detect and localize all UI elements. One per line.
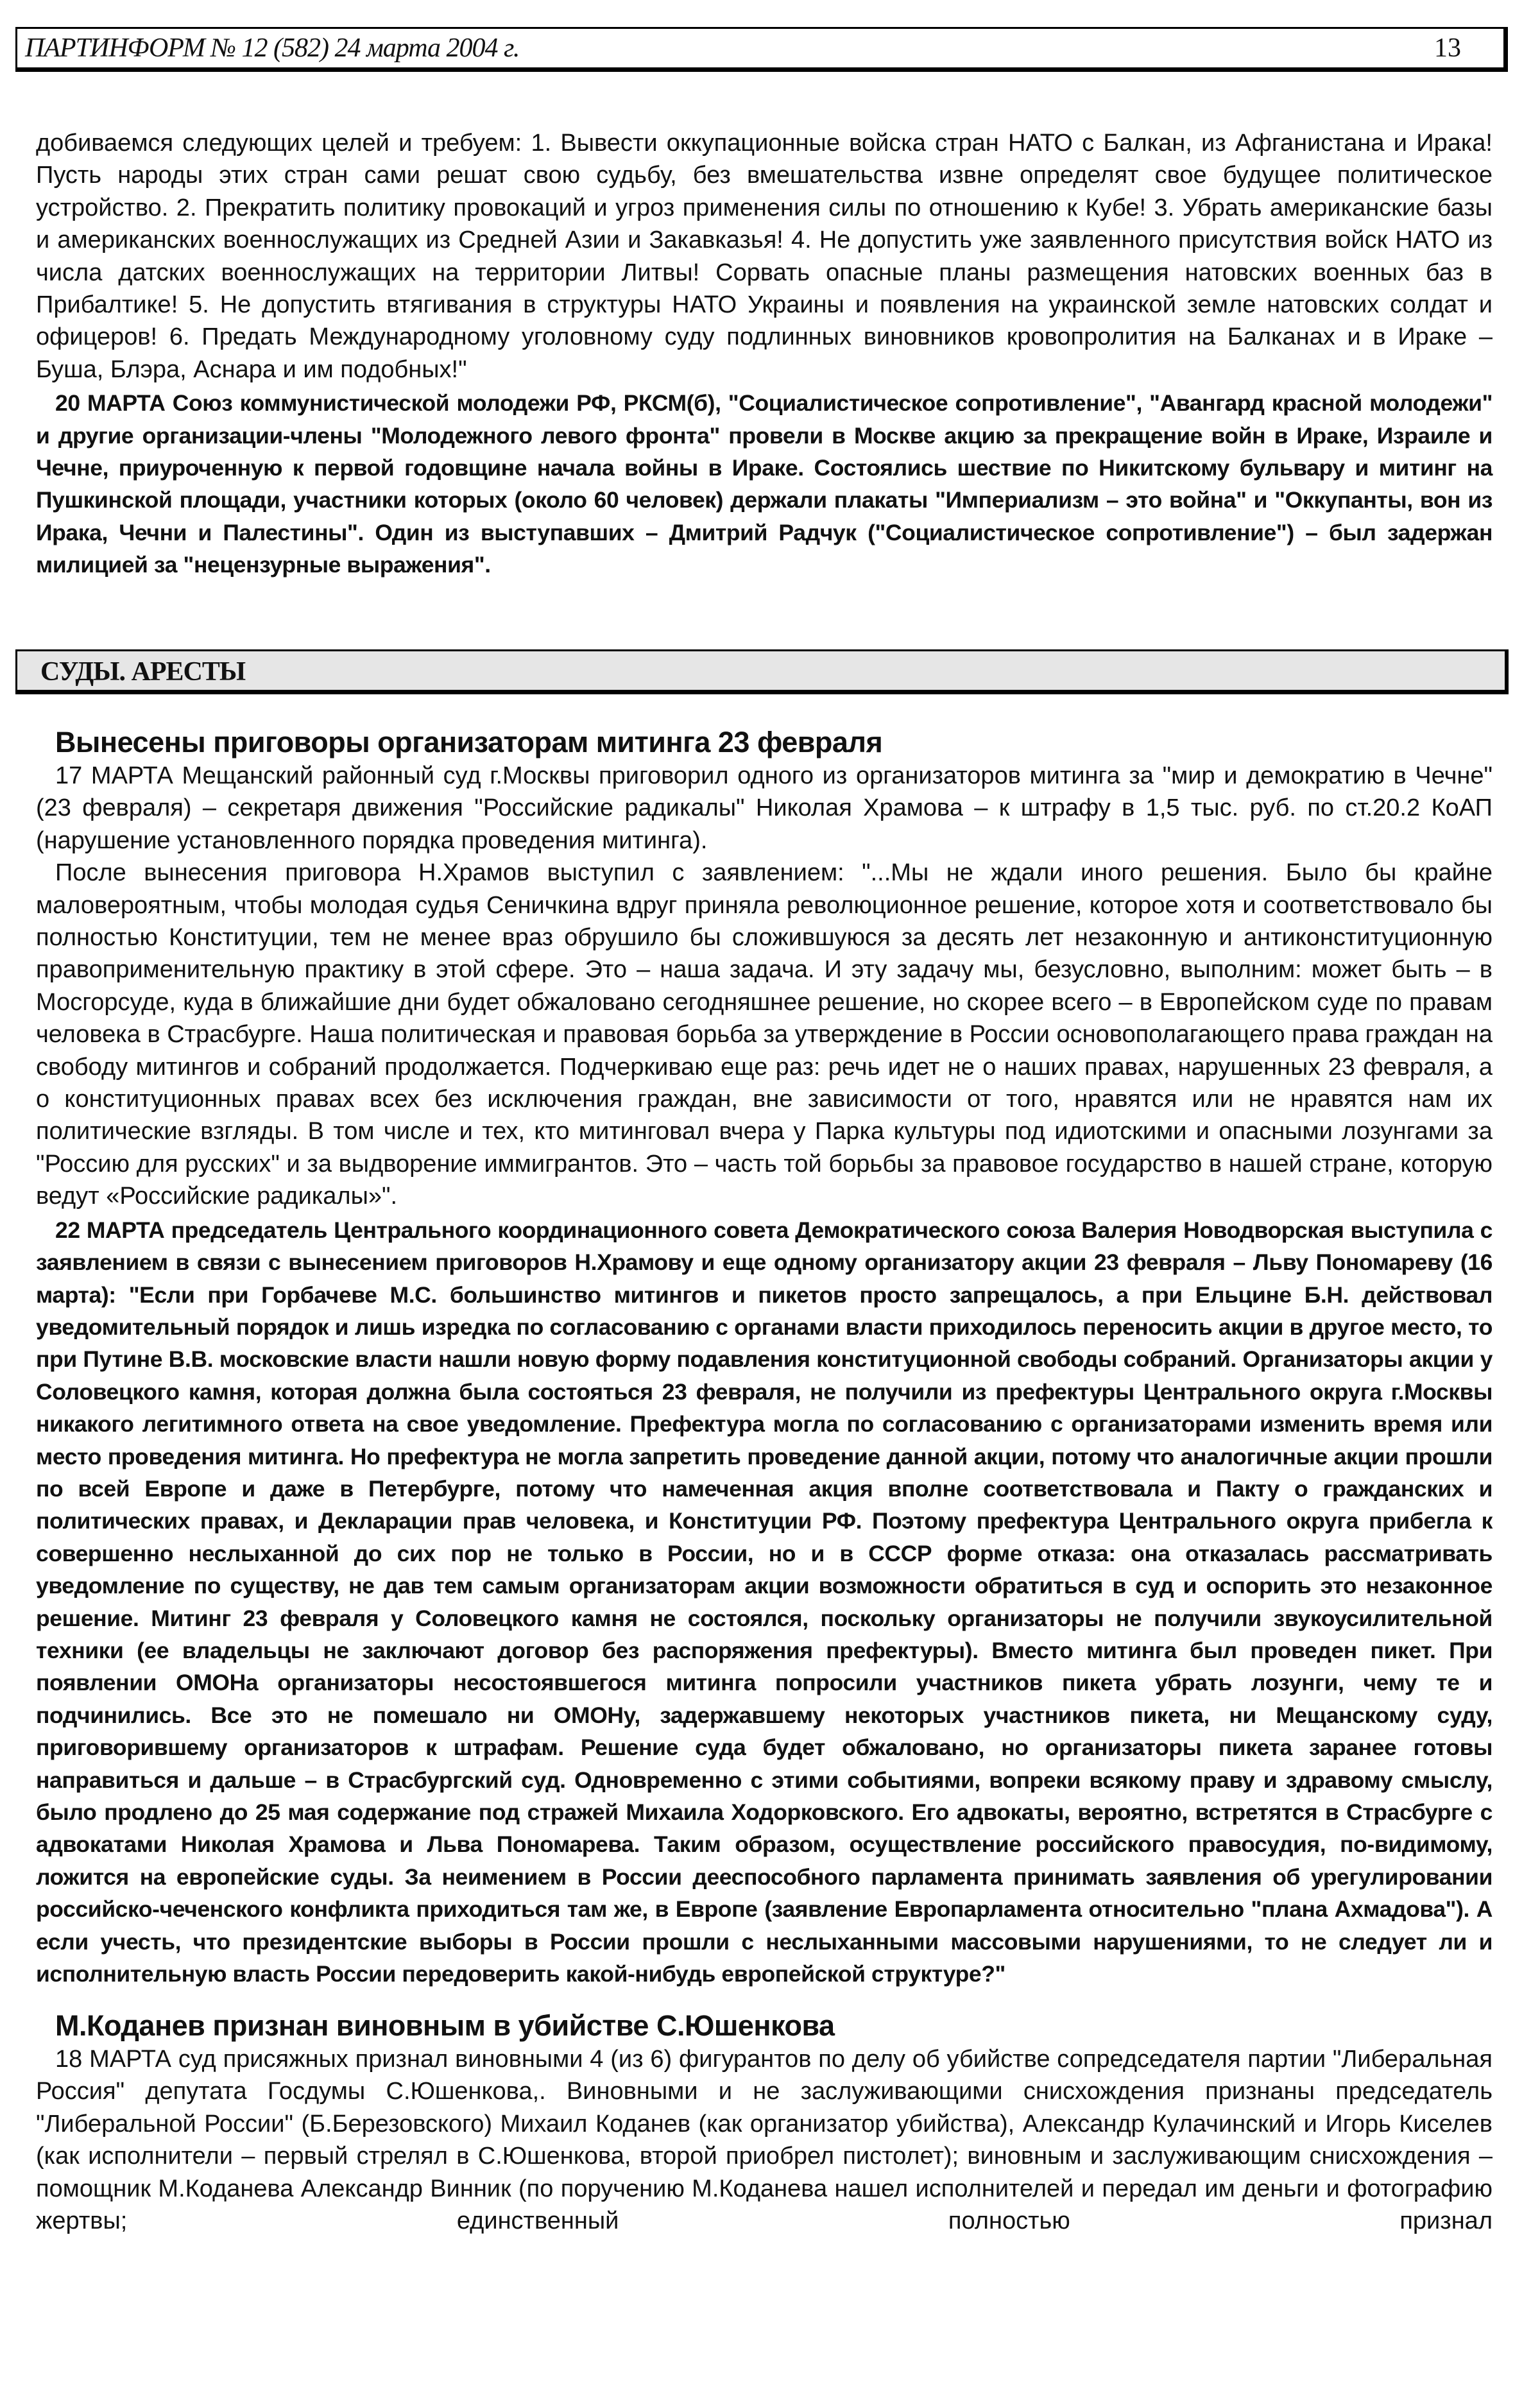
news-item-march-22: 22 МАРТА председатель Центрального координационного совета Демократического союза Валерия Новодворская выступила с заявлением в связи с вынесением приговоров Н.Храмову и еще одному организатору акции 23 февраля – Льву Пономареву (16 марта): "Если при Горбачеве М.С. большинство митингов и пикетов просто запрещалось, а при Ельцине Б.Н. действовал уведомительный порядок и лишь изредка по согласованию с органами власти приходилось переносить акции в другое место, то при Путине В.В. московские власти нашли новую форму подавления конституционной свободы собраний. Организаторы акции у Соловецкого камня, которая должна была состояться 23 февраля, не получили из префектуры Центрального округа г.Москвы никакого легитимного ответа на свое уведомление. Префектура могла по согласованию с организаторами изменить время или место проведения митинга. Но префектура не могла запретить проведение данной акции, потому что аналогичные акции прошли по всей Европе и даже в Петербурге, потому что намеченная акция вполне соответствовала и Пакту о гражданских и политических правах, и Декларации прав человека, и Конституции РФ. Поэтому префектура Центрального округа прибегла к совершенно неслыханной до сих пор не только в России, но и в СССР форме отказа: она отказалась рассматривать уведомление по существу, не дав тем самым организаторам акции возможности обратиться в суд и оспорить это незаконное решение. Митинг 23 февраля у Соловецкого камня не состоялся, поскольку организаторы не получили звукоусилительной техники (ее владельцы не заключают договор без распоряжения префектуры). Вместо митинга был проведен пикет. При появлении ОМОНа организаторы несостоявшегося митинга попросили участников пикета убрать лозунги, чему те и подчинились. Все это не помешало ни ОМОНу, задержавшему некоторых участников пикета, ни Мещанскому суду, приговорившему организаторов к штрафам. Решение суда будет обжаловано, но организаторы пикета заранее готовы направиться и дальше – в Страсбургский суд. Одновременно с этими событиями, вопреки всякому праву и здравому смыслу, было продлено до 25 мая содержание под стражей Михаила Ходорковского. Его адвокаты, вероятно, встретятся в Страсбурге с адвокатами Николая Храмова и Льва Пономарева. Таким образом, осуществление российского правосудия, по-видимому, ложится на европейские суды. За неимением в России дееспособного парламента принимать заявления об урегулировании российско-чеченского конфликта приходиться там же, в Европе (заявление Европарламента относительно "плана Ахмадова"). А если учесть, что президентские выборы в России прошли с неслыханными массовыми нарушениями, то не следует ли и исполнительную власть России передоверить какой-нибудь европейской структуре?" [36,1217,1493,1987]
article-verdicts [36,725,1493,1990]
intro-paragraph: добиваемся следующих целей и требуем: 1. Вывести оккупационные войска стран НАТО с Балкан, из Афганистана и Ирака! Пусть народы этих стран сами решат свою судьбу, без вмешательства извне определят свое будущее политическое устройство. 2. Прекратить политику провокаций и угроз применения силы по отношению к Кубе! 3. Убрать американские базы и американских военнослужащих из Средней Азии и Закавказья! 4. Не допустить уже заявленного присутствия войск НАТО из числа датских военнослужащих на территории Литвы! Сорвать опасные планы размещения натовских военных баз в Прибалтике! 5. Не допустить втягивания в структуры НАТО Украины и появления на украинской земле натовских солдат и офицеров! 6. Предать Международному уголовному суду подлинных виновников кровопролития на Балканах и в Ираке – Буша, Блэра, Аснара и им подобных!" [36,130,1493,383]
article-kodanev [36,2009,1493,2237]
section-title: СУДЫ. АРЕСТЫ [40,657,246,687]
news-item-march-20: 20 МАРТА Союз коммунистической молодежи РФ, РКСМ(б), "Социалистическое сопротивление", "Авангард красной молодежи" и другие организации-члены "Молодежного левого фронта" провели в Москве акцию за прекращение войн в Ираке, Израиле и Чечне, приуроченную к первой годовщине начала войны в Ираке. Состоялись шествие по Никитскому бульвару и митинг на Пушкинской площади, участники которых (около 60 человек) держали плакаты "Империализм – это война" и "Оккупанты, вон из Ирака, Чечни и Палестины". Один из выступавших – Дмитрий Радчук ("Социалистическое сопротивление") – был задержан милицией за "нецензурные выражения". [36,390,1493,578]
article-heading: Вынесены приговоры организаторам митинга 23 февраля [55,726,883,758]
publication-title: ПАРТИНФОРМ № 12 (582) 24 марта 2004 г. [25,33,520,63]
section-header [15,649,1509,694]
article-paragraph: 18 МАРТА суд присяжных признал виновными 4 (из 6) фигурантов по делу об убийстве сопредседателя партии "Либеральная Россия" депутата Госдумы С.Юшенкова,. Виновными и не заслуживающими снисхождения признаны председатель "Либеральной России" (Б.Березовского) Михаил Коданев (как организатор убийства), Александр Кулачинский и Игорь Киселев (как исполнители – первый стрелял в С.Юшенкова, второй приобрел пистолет); виновным и заслуживающим снисхождения – помощник М.Коданева Александр Винник (по поручению М.Коданева нашел исполнителей и передал им деньги и фотографию жертвы; единственный полностью признал [36,2046,1493,2235]
intro-block [36,127,1493,581]
page-number: 13 [1434,33,1461,63]
page-header [15,27,1508,72]
article-paragraph: 17 МАРТА Мещанский районный суд г.Москвы приговорил одного из организаторов митинга за "мир и демократию в Чечне" (23 февраля) – секретаря движения "Российские радикалы" Николая Храмова – к штрафу в 1,5 тыс. руб. по ст.20.2 КоАП (нарушение установленного порядка проведения митинга). [36,762,1493,854]
article-heading: М.Коданев признан виновным в убийстве С.Юшенкова [55,2009,835,2042]
article-paragraph: После вынесения приговора Н.Храмов выступил с заявлением: "...Мы не ждали иного решения. Было бы крайне маловероятным, чтобы молодая судья Сеничкина вдруг приняла революционное решение, которое хотя и соответствовало бы полностью Конституции, тем не менее враз обрушило бы сложившуюся за десять лет незаконную и антиконституционную правоприменительную практику в этой сфере. Это – наша задача. И эту задачу мы, безусловно, выполним: может быть – в Мосгорсуде, куда в ближайшие дни будет обжаловано сегодняшнее решение, но скорее всего – в Европейском суде по правам человека в Страсбурге. Наша политическая и правовая борьба за утверждение в России основополагающего права граждан на свободу митингов и собраний продолжается. Подчеркиваю еще раз: речь идет не о наших правах, нарушенных 23 февраля, а о конституционных правах всех без исключения граждан, вне зависимости от того, нравятся или не нравятся нам их политические взгляды. В том числе и тех, кто митинговал вчера у Парка культуры под идиотскими и опасными лозунгами за "Россию для русских" и за выдворение иммигрантов. Это – часть той борьбы за правовое государство в нашей стране, которую ведут «Российские радикалы»". [36,859,1493,1210]
